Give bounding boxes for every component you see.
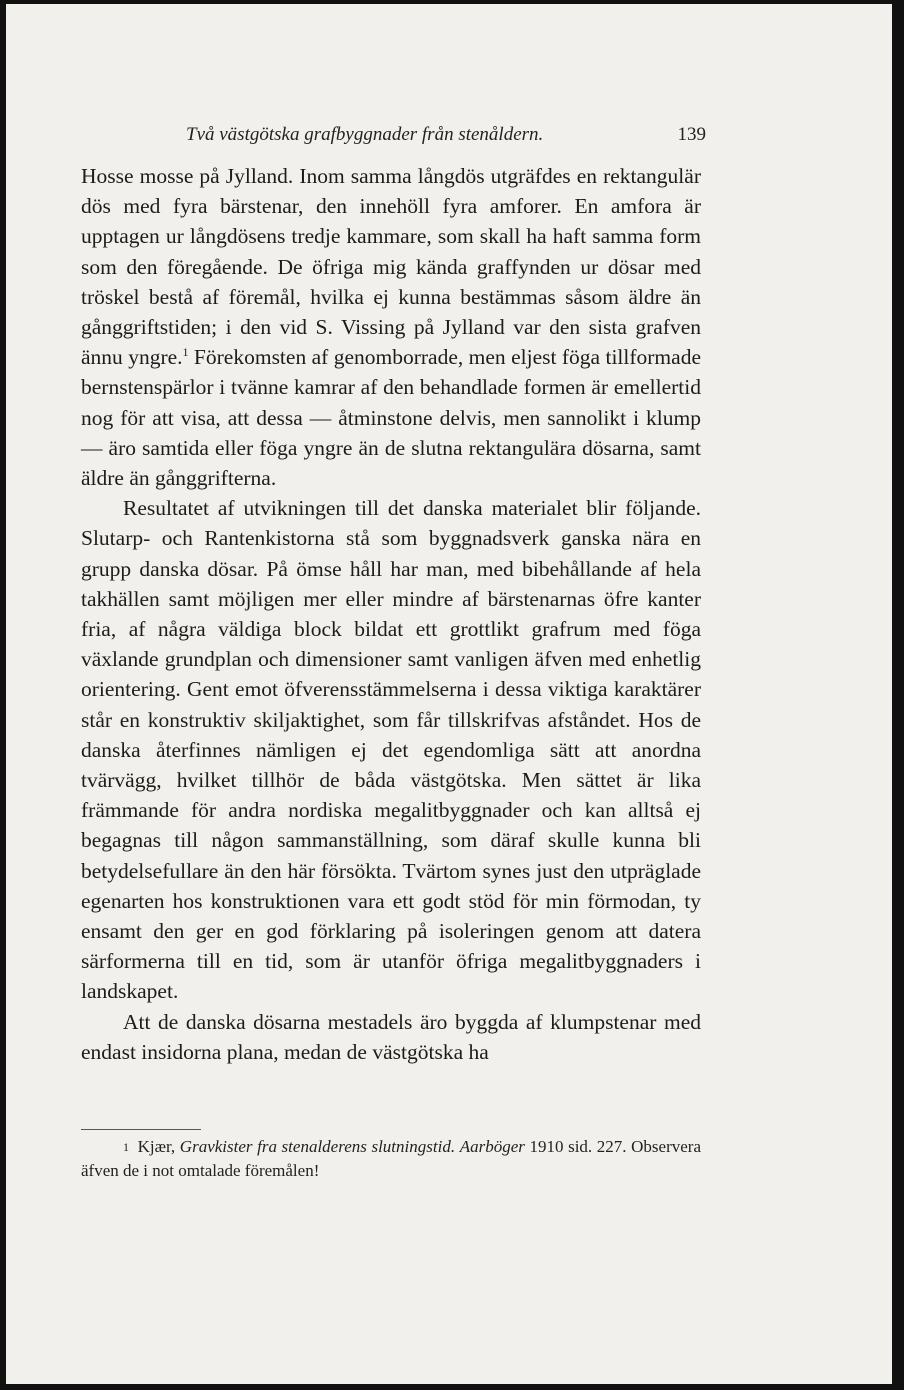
running-title: Två västgötska grafbyggnader från stenåldern.: [186, 124, 544, 145]
footnote-divider: [81, 1129, 201, 1130]
paragraph-1-text: Hosse mosse på Jylland. Inom samma långdös utgräfdes en rektangulär dös med fyra bärstenar, den innehöll fyra amforer. En amfora är upptagen ur långdösens tredje kammare, som skall ha haft samma form som den föregående. De öfriga mig kända graffynden ur dösar med tröskel bestå af föremål, hvilka ej kunna bestämmas såsom äldre än gånggriftstiden; i den vid S. Vissing på Jylland var den sista grafven ännu yngre.: [81, 164, 701, 370]
book-page: [6, 4, 892, 1384]
footnote: [81, 1135, 701, 1183]
footnote-author: Kjær,: [137, 1137, 176, 1156]
body-text: [81, 161, 701, 1067]
page-header: [86, 124, 706, 148]
footnote-number: 1: [123, 1140, 129, 1154]
footnote-journal: Aarböger: [459, 1137, 525, 1156]
paragraph-3: Att de danska dösarna mestadels äro byggda af klumpstenar med endast insidorna plana, medan de västgötska ha: [81, 1009, 701, 1064]
paragraph-1: [81, 161, 701, 493]
footnote-title: Gravkister fra stenalderens slutningstid.: [179, 1137, 456, 1156]
paragraph-2: Resultatet af utvikningen till det danska materialet blir följande. Slutarp- och Rantenkistorna stå som byggnadsverk ganska nära en grupp danska dösar. På ömse håll har man, med bibehållande af hela takhällen samt möjligen mer eller mindre af bärstenarnas öfre kanter fria, af några väldiga block bildat ett grottlikt grafrum med föga växlande grundplan och dimensioner samt vanligen äfven med enhetlig orientering. Gent emot öfverensstämmelserna i dessa viktiga karaktärer står en konstruktiv skiljaktighet, som får tillskrifvas afståndet. Hos de danska återfinnes nämligen ej det egendomliga sätt att anordna tvärvägg, hvilket tillhör de båda västgötska. Men sättet är lika främmande för andra nordiska megalitbyggnader och kan alltså ej begagnas till någon sammanställning, som däraf skulle kunna bli betydelsefullare än den här försökta. Tvärtom synes just den utpräglade egenarten hos konstruktionen vara ett godt stöd för min förmodan, ty ensamt den ger en god förklaring på isoleringen genom att datera särformerna till en tid, som är utanför öfriga megalitbyggnaders i landskapet.: [81, 496, 701, 1004]
paragraph-1-continued: Förekomsten af genomborrade, men eljest föga tillformade bernstenspärlor i tvänne kamrar af den behandlade formen är emellertid nog för att visa, att dessa — åtminstone delvis, men sannolikt i klump — äro samtida eller föga yngre än de slutna rektangulära dösarna, samt äldre än gånggrifterna.: [81, 345, 701, 491]
footnote-rest: 1910 sid. 227. Observera äfven de i not omtalade föremålen!: [81, 1137, 701, 1180]
footnote-reference: 1: [182, 345, 189, 360]
page-number: 139: [677, 124, 706, 145]
